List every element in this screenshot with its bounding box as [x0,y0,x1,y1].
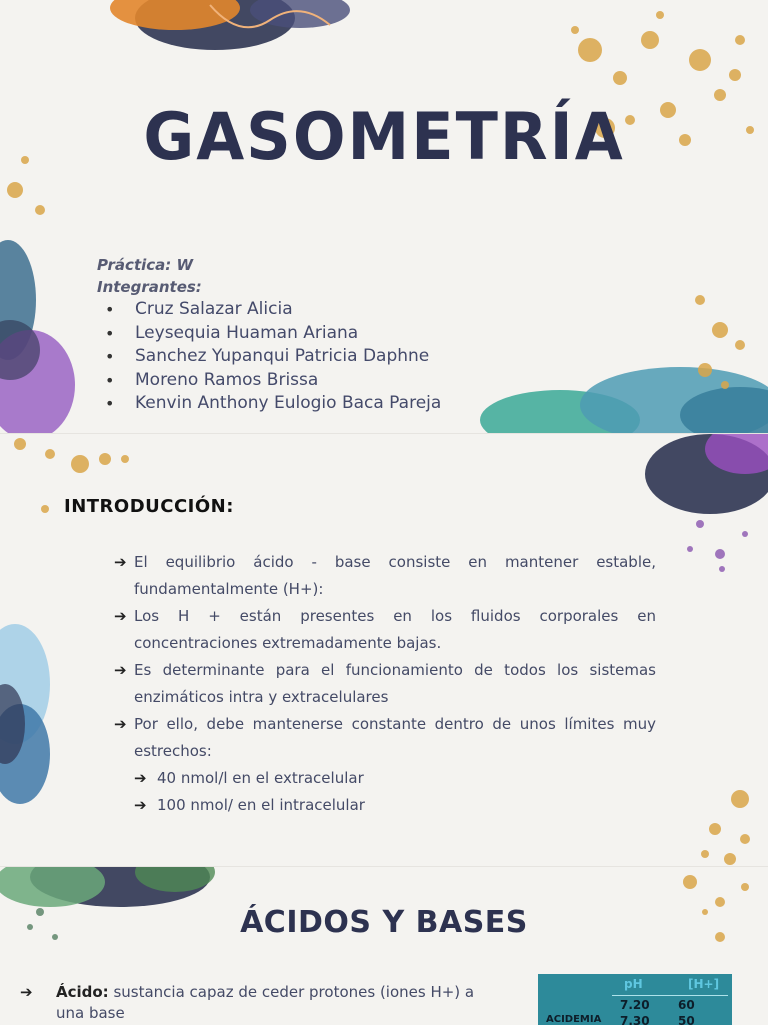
list-item [114,765,656,792]
table-cell: 7.20 [620,998,650,1012]
list-item: • Leysequia Huaman Ariana [97,322,441,346]
slide-title [0,0,768,433]
list-item: • Cruz Salazar Alicia [97,298,441,322]
arrow-right-icon: ➔ [114,553,127,571]
arrow-right-icon: ➔ [114,661,127,679]
acid-definition [20,982,490,1024]
members-list [97,298,441,416]
bullet-text: 40 nmol/l en el extracelular [157,769,364,787]
list-item [114,549,656,603]
table-cell: 50 [678,1014,695,1025]
section-heading: ÁCIDOS Y BASES [240,905,528,940]
list-item: • Moreno Ramos Brissa [97,369,441,393]
arrow-right-icon: ➔ [114,715,127,733]
column-header: pH [624,977,643,991]
list-item [114,711,656,765]
bullet-text: Es determinante para el funcionamiento de todos los sistemas enzimáticos intra y extracelulares [134,661,656,706]
members-label: Integrantes: [97,278,202,296]
slide-acids-bases [0,866,768,1025]
table-cell: 7.30 [620,1014,650,1025]
intro-bullets [114,549,656,819]
bullet-text: 100 nmol/ en el intracelular [157,796,365,814]
list-item: • Kenvin Anthony Eulogio Baca Pareja [97,392,441,416]
list-item [114,603,656,657]
slide-introduction [0,433,768,867]
participants-block [97,254,441,416]
arrow-right-icon: ➔ [134,796,147,814]
divider [612,995,728,996]
definition-body: sustancia capaz de ceder protones (iones H+) a una base [56,983,475,1022]
arrow-right-icon: ➔ [114,607,127,625]
table-cell: 60 [678,998,695,1012]
page-title: GASOMETRÍA [143,98,625,175]
list-item [114,792,656,819]
column-header: [H+] [688,977,720,991]
list-item [114,657,656,711]
term: Ácido: [56,983,109,1001]
section-heading: INTRODUCCIÓN: [64,496,234,517]
ph-table [538,974,732,1025]
bullet-text: El equilibrio ácido - base consiste en mantener estable, fundamentalmente (H+): [134,553,656,598]
row-label: ACIDEMIA [546,1014,602,1025]
arrow-right-icon: ➔ [134,769,147,787]
arrow-right-icon: ➔ [20,983,33,1001]
bullet-text: Por ello, debe mantenerse constante dentro de unos límites muy estrechos: [134,715,656,760]
practice-label: Práctica: W [97,256,194,274]
bullet-text: Los H + están presentes en los fluidos corporales en concentraciones extremadamente bajas. [134,607,656,652]
list-item: • Sanchez Yupanqui Patricia Daphne [97,345,441,369]
definition-text [20,982,490,1024]
